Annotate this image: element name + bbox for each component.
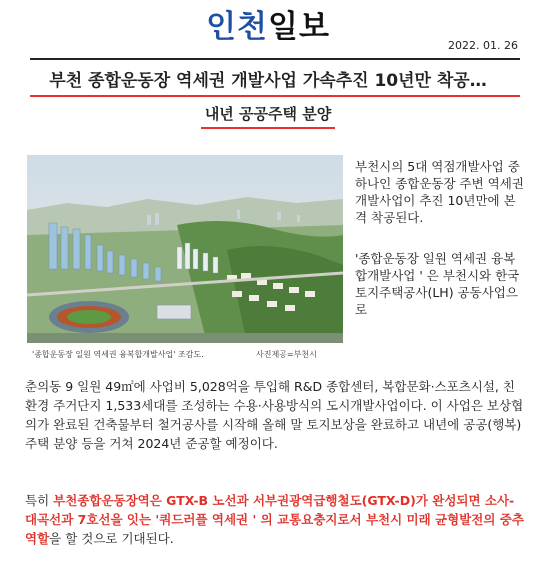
photo-caption: '종합운동장 일원 역세권 융복합개발사업' 조감도. xyxy=(32,350,204,359)
publish-date: 2022. 01. 26 xyxy=(448,39,518,52)
logo-part2: 일보 xyxy=(268,9,330,45)
body-paragraph-2-suffix: 을 할 것으로 기대된다. xyxy=(49,531,174,546)
body-paragraph-2 xyxy=(25,491,525,548)
logo-part1: 인천 xyxy=(206,9,268,45)
photo-credit: 사진제공=부천시 xyxy=(256,350,317,359)
subheadline-wrap xyxy=(0,101,536,129)
body-paragraph-2-prefix: 특히 xyxy=(25,493,54,508)
headline: 부천 종합운동장 역세권 개발사업 가속추진 10년만 착공… xyxy=(49,71,487,91)
top-divider xyxy=(30,58,520,60)
aerial-rendering-image xyxy=(27,155,343,343)
side-paragraph-1: 부천시의 5대 역점개발사업 중 하나인 종합운동장 주변 역세권 개발사업이 추진 10년만에 본격 착공된다. xyxy=(355,159,524,225)
body-paragraph-1: 춘의동 9 일원 49㎡에 사업비 5,028억을 투입해 R&D 종합센터, 복합문화·스포츠시설, 친환경 주거단지 1,533세대를 조성하는 수용·사용방식의 도시개발사업이다. 이 사업은 보상협의가 완료된 건축물부터 철거공사를 시작해 올해 말 토지보상을 완료하고 내년에 공공(행복)주택 분양 등을 거쳐 2024년 준공할 예정이다. xyxy=(25,379,524,451)
subheadline: 내년 공공주택 분양 xyxy=(201,101,335,129)
side-column xyxy=(355,158,525,342)
body-paragraph-2-highlight: 부천종합운동장역은 GTX-B 노선과 서부권광역급행철도(GTX-D)가 완성되면 소사-대곡선과 7호선을 잇는 '쿼드러플 역세권 ' 의 교통요충지로서 부천시 미래 균형발전의 중추 역할 xyxy=(25,493,524,546)
rendering-photo xyxy=(27,155,343,343)
side-paragraph-2: '종합운동장 일원 역세권 융복합개발사업 ' 은 부천시와 한국토지주택공사(LH) 공동사업으로 xyxy=(355,251,520,317)
headline-divider xyxy=(30,95,520,97)
